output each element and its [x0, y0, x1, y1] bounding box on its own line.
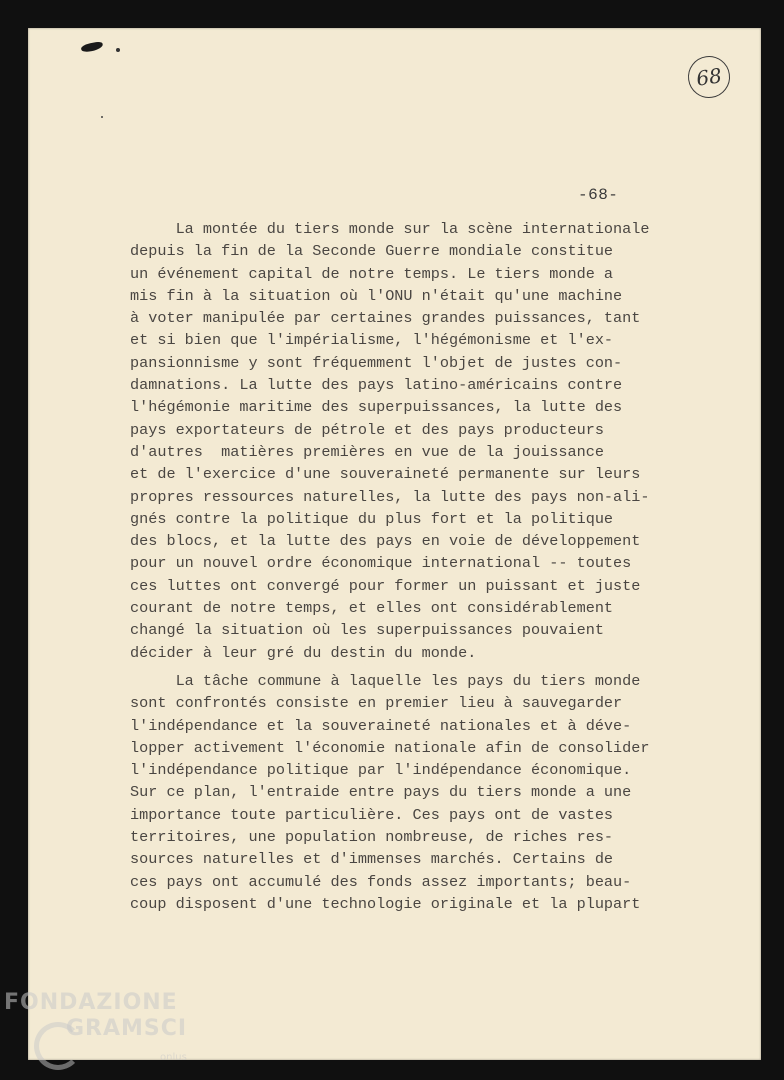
watermark-logo: [4, 992, 187, 1040]
watermark-line1: FONDAZIONE: [4, 990, 178, 1015]
text-line: gnés contre la politique du plus fort et la politique: [130, 509, 614, 528]
page-number: -68-: [578, 186, 619, 204]
archive-page-stamp: [685, 53, 732, 100]
body-text: [130, 218, 660, 915]
text-line: ces pays ont accumulé des fonds assez importants; beau-: [130, 872, 632, 891]
text-line: l'indépendance et la souveraineté nationales et à déve-: [130, 716, 632, 735]
text-line: pansionnisme y sont fréquemment l'objet de justes con-: [130, 353, 623, 372]
text-line: un événement capital de notre temps. Le tiers monde a: [130, 264, 614, 283]
text-line: depuis la fin de la Seconde Guerre mondiale constitue: [130, 242, 614, 261]
text-line: lopper activement l'économie nationale afin de consolider: [130, 738, 650, 757]
text-line: propres ressources naturelles, la lutte des pays non-ali-: [130, 487, 650, 506]
watermark-line2: GRAMSCI: [66, 1016, 188, 1041]
text-line: La montée du tiers monde sur la scène internationale: [130, 220, 650, 238]
text-line: mis fin à la situation où l'ONU n'était qu'une machine: [130, 286, 623, 305]
text-line: ces luttes ont convergé pour former un puissant et juste: [130, 576, 641, 595]
text-line: et de l'exercice d'une souveraineté permanente sur leurs: [130, 465, 641, 484]
text-line: pays exportateurs de pétrole et des pays producteurs: [130, 420, 604, 439]
text-line: importance toute particulière. Ces pays ont de vastes: [130, 805, 614, 824]
watermark-suffix: onlus: [160, 1052, 187, 1063]
text-line: l'indépendance politique par l'indépendance économique.: [130, 761, 632, 780]
archive-page-stamp-number: 68: [694, 63, 724, 91]
text-line: La tâche commune à laquelle les pays du tiers monde: [130, 671, 641, 690]
paragraph: [130, 670, 660, 915]
text-line: coup disposent d'une technologie originale et la plupart: [130, 894, 641, 913]
text-line: Sur ce plan, l'entraide entre pays du tiers monde a une: [130, 783, 632, 802]
watermark-g-icon: [34, 1022, 82, 1070]
text-line: des blocs, et la lutte des pays en voie de développement: [130, 532, 641, 551]
text-line: damnations. La lutte des pays latino-américains contre: [130, 376, 623, 395]
paragraph: [130, 218, 660, 664]
typewritten-page: [28, 28, 761, 1060]
text-line: courant de notre temps, et elles ont considérablement: [130, 599, 614, 618]
text-line: pour un nouvel ordre économique international -- toutes: [130, 554, 632, 573]
text-line: changé la situation où les superpuissances pouvaient: [130, 621, 604, 640]
text-line: sont confrontés consiste en premier lieu à sauvegarder: [130, 694, 623, 713]
text-line: sources naturelles et d'immenses marchés. Certains de: [130, 850, 614, 869]
text-line: l'hégémonie maritime des superpuissances, la lutte des: [130, 398, 623, 417]
ink-blot: [80, 41, 103, 53]
text-line: et si bien que l'impérialisme, l'hégémonisme et l'ex-: [130, 331, 614, 350]
ink-dot: [101, 116, 103, 118]
text-line: à voter manipulée par certaines grandes puissances, tant: [130, 309, 641, 328]
text-line: décider à leur gré du destin du monde.: [130, 643, 477, 662]
ink-speck: [116, 48, 120, 52]
text-line: territoires, une population nombreuse, de riches res-: [130, 828, 614, 847]
text-line: d'autres matières premières en vue de la jouissance: [130, 442, 604, 461]
